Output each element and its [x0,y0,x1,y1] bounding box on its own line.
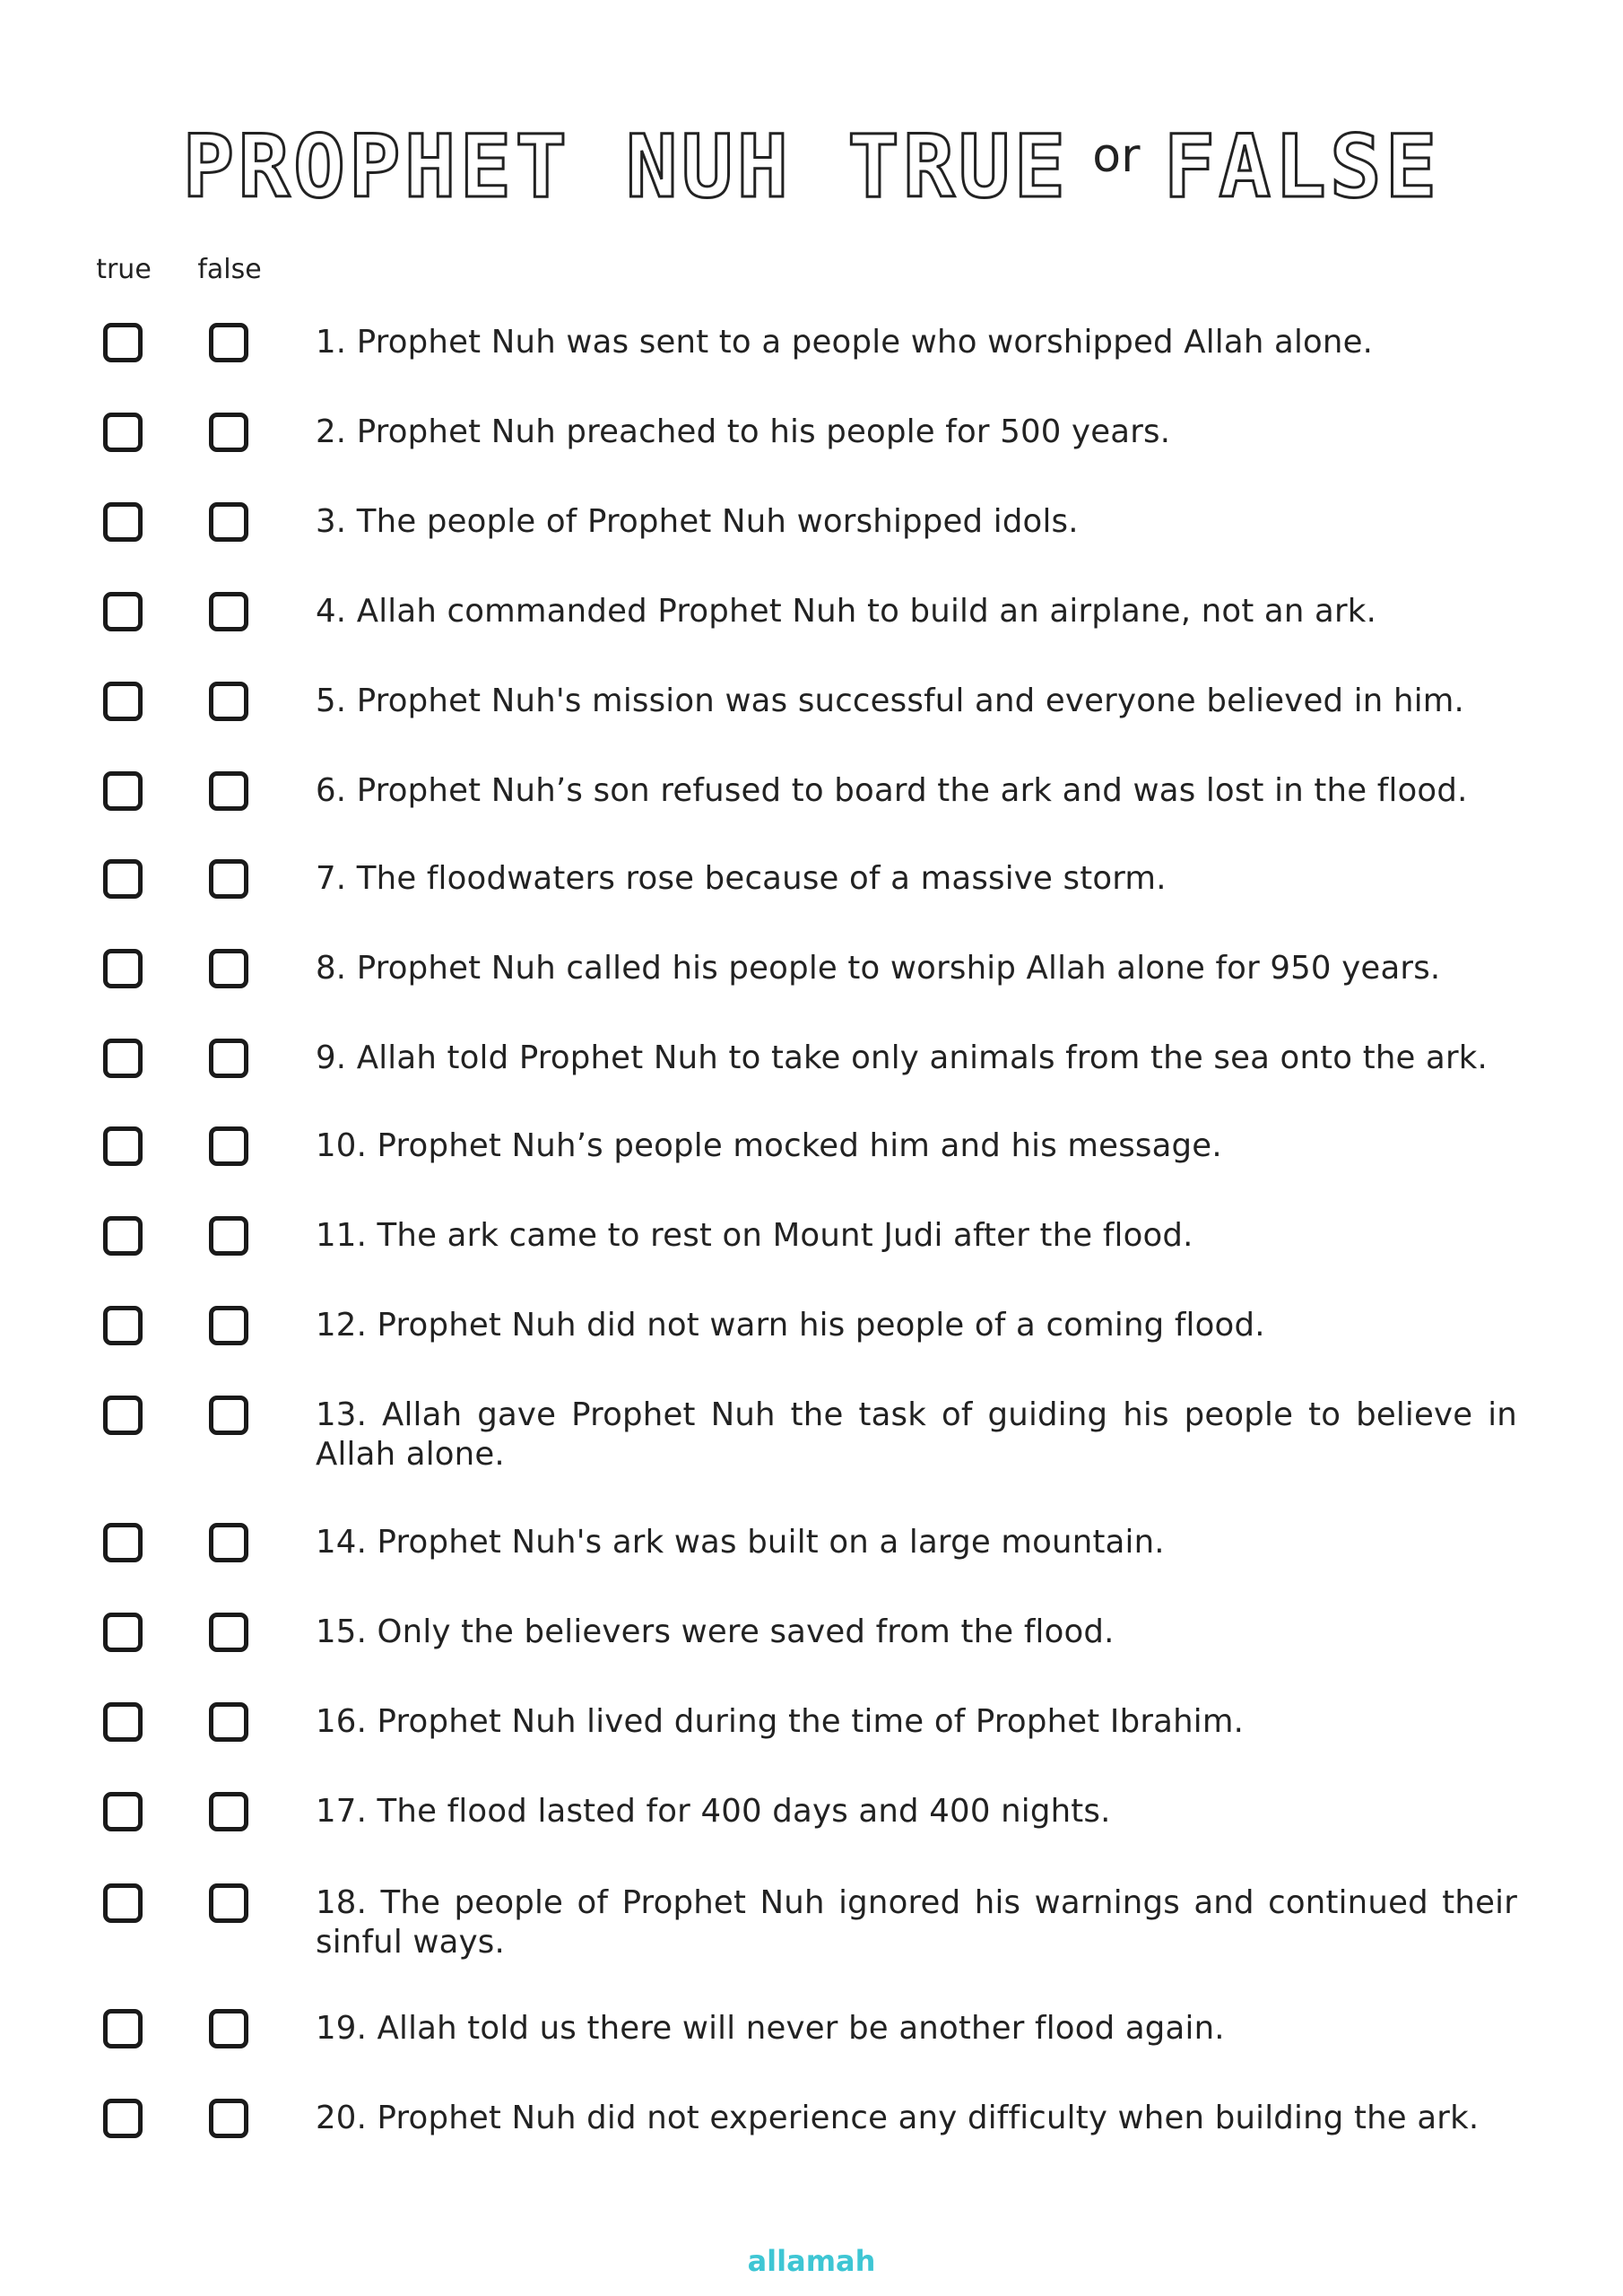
false-checkbox[interactable] [209,859,248,899]
title-part-2: FALSE [1163,117,1441,217]
false-checkbox[interactable] [209,2099,248,2138]
question-text: 9. Allah told Prophet Nuh to take only animals from the sea onto the ark. [316,1039,1488,1076]
true-checkbox[interactable] [103,1792,143,1831]
false-checkbox[interactable] [209,1306,248,1345]
question-text: 3. The people of Prophet Nuh worshipped idols. [316,503,1079,540]
question-text: 11. The ark came to rest on Mount Judi after the flood. [316,1217,1193,1254]
question-text: 2. Prophet Nuh preached to his people for 500 years. [316,413,1171,450]
question-text: 19. Allah told us there will never be another flood again. [316,2010,1225,2047]
title-part-1: PROPHET NUH TRUE [182,117,1070,217]
true-checkbox[interactable] [103,1216,143,1256]
true-checkbox[interactable] [103,859,143,899]
false-checkbox[interactable] [209,502,248,542]
question-text: 14. Prophet Nuh's ark was built on a large mountain. [316,1524,1165,1561]
question-text: 13. Allah gave Prophet Nuh the task of guiding his people to believe in Allah alone. [316,1396,1517,1473]
brand-logo: allamah [747,2244,876,2278]
false-checkbox[interactable] [209,1523,248,1562]
worksheet-title [0,117,1623,224]
false-checkbox[interactable] [209,1216,248,1256]
false-checkbox[interactable] [209,682,248,721]
question-text: 15. Only the believers were saved from the flood. [316,1613,1115,1650]
true-checkbox[interactable] [103,682,143,721]
false-checkbox[interactable] [209,2009,248,2048]
title-connector: or [1092,129,1141,183]
false-checkbox[interactable] [209,592,248,631]
true-checkbox[interactable] [103,2099,143,2138]
true-checkbox[interactable] [103,1396,143,1435]
question-text: 1. Prophet Nuh was sent to a people who worshipped Allah alone. [316,324,1374,361]
false-checkbox[interactable] [209,413,248,452]
true-checkbox[interactable] [103,413,143,452]
question-text: 12. Prophet Nuh did not warn his people of a coming flood. [316,1307,1265,1344]
question-text: 5. Prophet Nuh's mission was successful and everyone believed in him. [316,683,1465,719]
question-text: 6. Prophet Nuh’s son refused to board the ark and was lost in the flood. [316,772,1468,809]
question-text: 10. Prophet Nuh’s people mocked him and his message. [316,1127,1222,1164]
false-checkbox[interactable] [209,1613,248,1652]
question-text: 8. Prophet Nuh called his people to worship Allah alone for 950 years. [316,950,1441,987]
true-checkbox[interactable] [103,1306,143,1345]
true-checkbox[interactable] [103,592,143,631]
question-text: 17. The flood lasted for 400 days and 400 nights. [316,1793,1111,1830]
false-checkbox[interactable] [209,1039,248,1078]
false-checkbox[interactable] [209,949,248,988]
false-checkbox[interactable] [209,1792,248,1831]
true-checkbox[interactable] [103,771,143,811]
false-checkbox[interactable] [209,323,248,362]
true-checkbox[interactable] [103,1883,143,1923]
false-column-header: false [197,254,262,285]
question-text: 7. The floodwaters rose because of a massive storm. [316,860,1167,897]
question-text: 18. The people of Prophet Nuh ignored his warnings and continued their sinful ways. [316,1884,1517,1961]
false-checkbox[interactable] [209,1126,248,1166]
question-text: 20. Prophet Nuh did not experience any difficulty when building the ark. [316,2100,1480,2136]
question-text: 16. Prophet Nuh lived during the time of Prophet Ibrahim. [316,1703,1245,1740]
true-checkbox[interactable] [103,323,143,362]
false-checkbox[interactable] [209,771,248,811]
true-checkbox[interactable] [103,1523,143,1562]
true-checkbox[interactable] [103,1613,143,1652]
true-checkbox[interactable] [103,1039,143,1078]
true-checkbox[interactable] [103,502,143,542]
false-checkbox[interactable] [209,1396,248,1435]
false-checkbox[interactable] [209,1702,248,1742]
question-text: 4. Allah commanded Prophet Nuh to build an airplane, not an ark. [316,593,1377,630]
true-checkbox[interactable] [103,1702,143,1742]
true-checkbox[interactable] [103,949,143,988]
false-checkbox[interactable] [209,1883,248,1923]
true-checkbox[interactable] [103,2009,143,2048]
true-column-header: true [96,254,152,285]
true-checkbox[interactable] [103,1126,143,1166]
